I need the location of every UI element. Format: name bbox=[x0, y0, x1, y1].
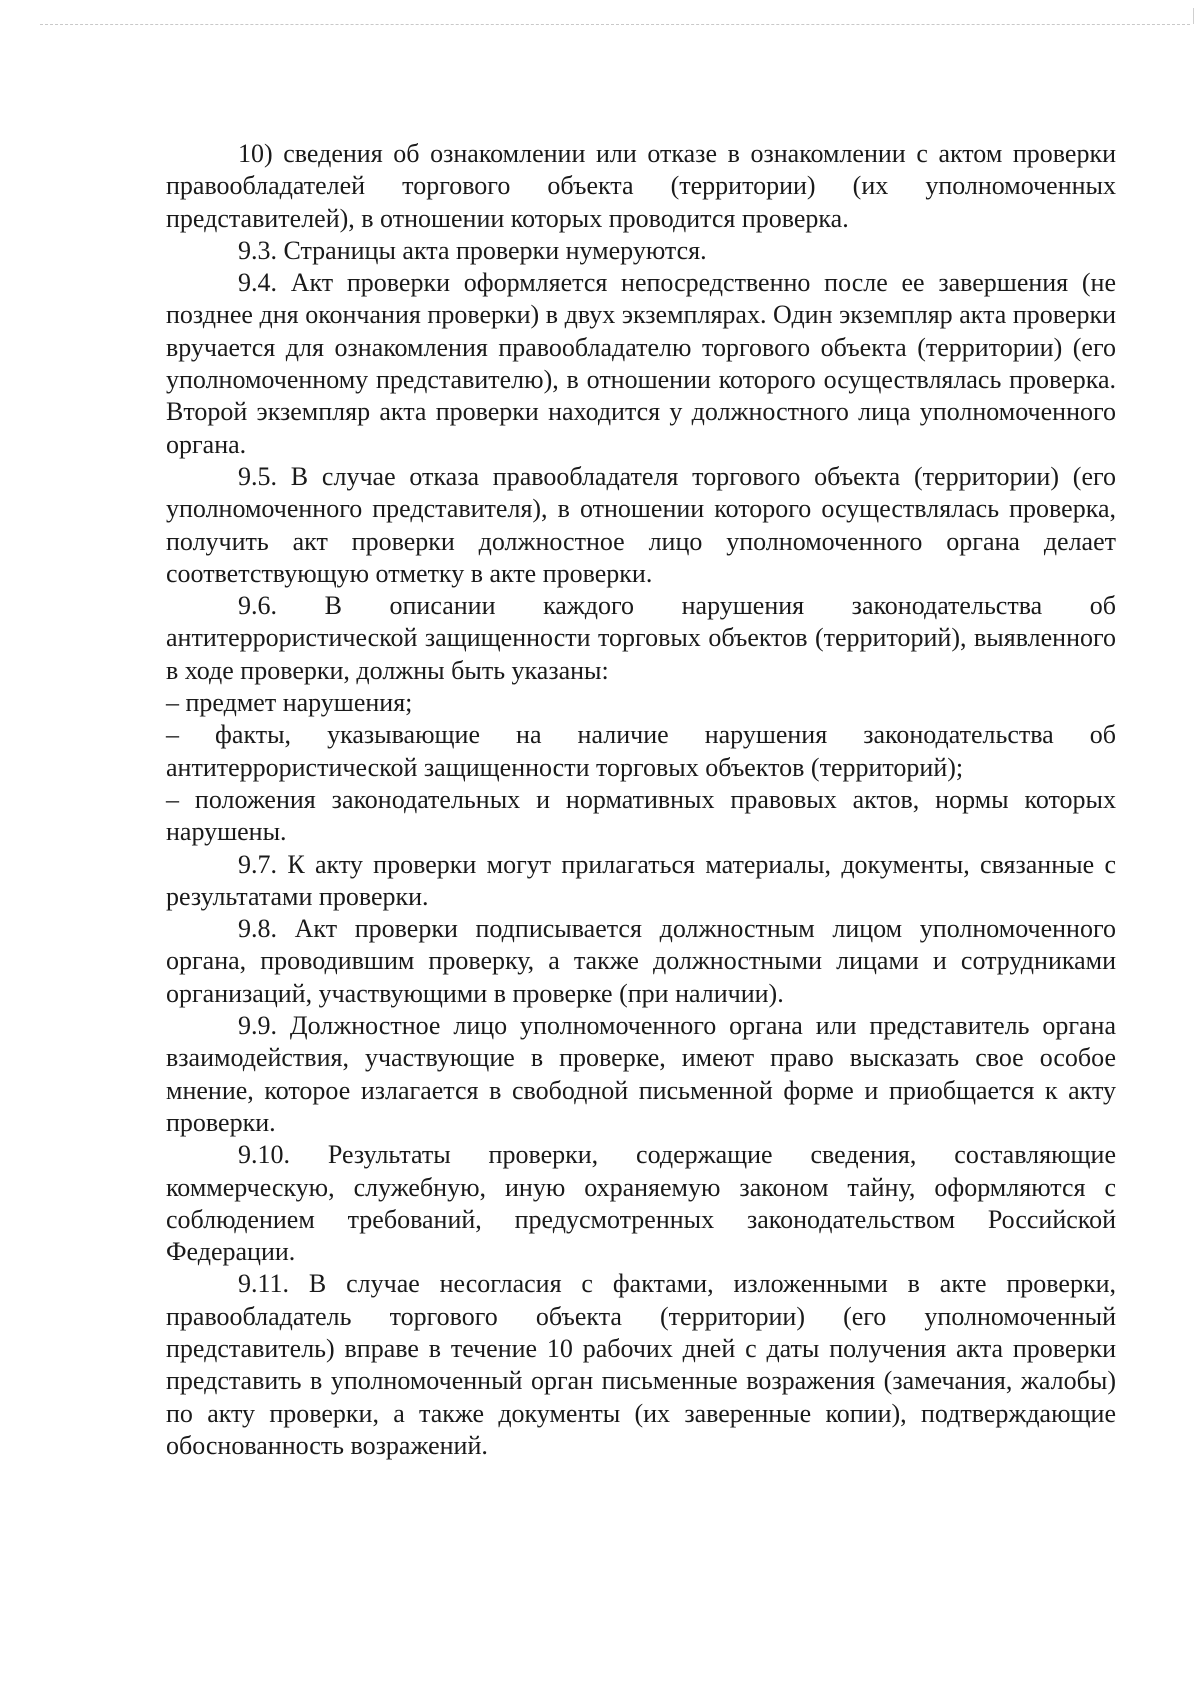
paragraph-9-7: 9.7. К акту проверки могут прилагаться материалы, документы, связанные с результатами проверки. bbox=[166, 849, 1116, 911]
list-item-facts: – факты, указывающие на наличие нарушения законодательства об антитеррористической защищенности торговых объектов (территорий); bbox=[166, 720, 1116, 782]
paragraph-9-9: 9.9. Должностное лицо уполномоченного органа или представитель органа взаимодействия, участвующие в проверке, имеют право высказать свое особое мнение, которое излагается в свободной письменной форме и приобщается к акту проверки. bbox=[166, 1011, 1116, 1137]
paragraph-item-10: 10) сведения об ознакомлении или отказе в ознакомлении с актом проверки правообладателей торгового объекта (территории) (их уполномоченных представителей), в отношении которых проводится проверка. bbox=[166, 139, 1116, 233]
list-item-subject: – предмет нарушения; bbox=[166, 688, 413, 718]
paragraph-9-8: 9.8. Акт проверки подписывается должностным лицом уполномоченного органа, проводившим проверку, а также должностными лицами и сотрудниками организаций, участвующими в проверке (при наличии). bbox=[166, 914, 1116, 1008]
paragraph-9-3: 9.3. Страницы акта проверки нумеруются. bbox=[238, 235, 707, 265]
scan-edge-mark bbox=[1193, 8, 1194, 24]
paragraph-9-11: 9.11. В случае несогласия с фактами, изложенными в акте проверки, правообладатель торгового объекта (территории) (его уполномоченный представитель) вправе в течение 10 рабочих дней с даты получения акта проверки представить в уполномоченный орган письменные возражения (замечания, жалобы) по акту проверки, а также документы (их заверенные копии), подтверждающие обоснованность возражений. bbox=[166, 1269, 1116, 1460]
paragraph-9-6: 9.6. В описании каждого нарушения законодательства об антитеррористической защищенности торговых объектов (территорий), выявленного в ходе проверки, должны быть указаны: bbox=[166, 591, 1116, 685]
list-item-provisions: – положения законодательных и нормативных правовых актов, нормы которых нарушены. bbox=[166, 784, 1116, 847]
paragraph-9-5: 9.5. В случае отказа правообладателя торгового объекта (территории) (его уполномоченного представителя), в отношении которого осуществлялась проверка, получить акт проверки должностное лицо уполномоченного органа делает соответствующую отметку в акте проверки. bbox=[166, 461, 1116, 588]
document-body bbox=[166, 138, 1116, 1462]
paragraph-9-4: 9.4. Акт проверки оформляется непосредственно после ее завершения (не позднее дня окончания проверки) в двух экземплярах. Один экземпляр акта проверки вручается для ознакомления правообладателю торгового объекта (территории) (его уполномоченному представителю), в отношении которого осуществлялась проверка. Второй экземпляр акта проверки находится у должностного лица уполномоченного органа. bbox=[166, 268, 1116, 459]
paragraph-9-10: 9.10. Результаты проверки, содержащие сведения, составляющие коммерческую, служебную, иную охраняемую законом тайну, оформляются с соблюдением требований, предусмотренных законодательством Российской Федерации. bbox=[166, 1140, 1116, 1267]
scan-edge-line bbox=[40, 24, 1190, 25]
